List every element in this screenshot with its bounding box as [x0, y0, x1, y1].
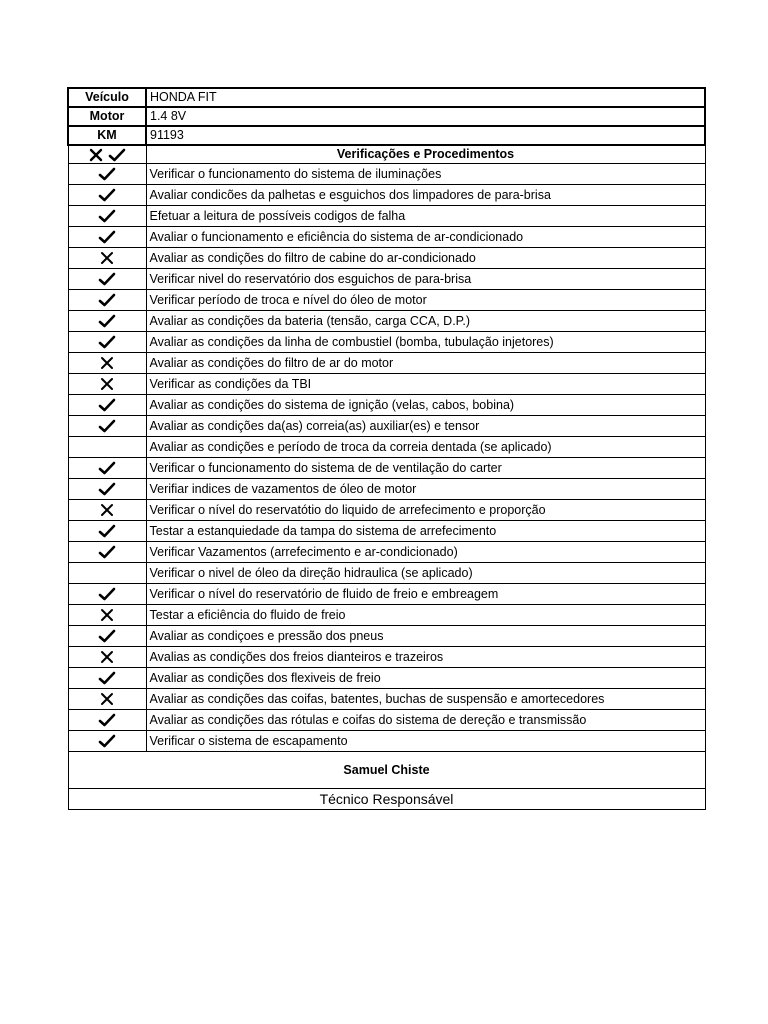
status-cell [68, 500, 146, 521]
check-icon [98, 524, 116, 538]
km-value: 91193 [146, 126, 705, 145]
procedure-text: Testar a estanquiedade da tampa do sistema de arrefecimento [146, 521, 705, 542]
check-icon [98, 230, 116, 244]
check-icon [98, 629, 116, 643]
checklist-row [68, 353, 705, 374]
check-icon [98, 188, 116, 202]
cross-icon [99, 356, 115, 370]
check-icon [98, 461, 116, 475]
check-icon [108, 148, 126, 162]
checklist-row [68, 647, 705, 668]
procedure-text: Avaliar as condições do sistema de ignição (velas, cabos, bobina) [146, 395, 705, 416]
checklist-row [68, 311, 705, 332]
status-cell [68, 185, 146, 206]
checklist-row [68, 500, 705, 521]
status-cell [68, 395, 146, 416]
status-cell [68, 164, 146, 185]
status-cell [68, 605, 146, 626]
procedure-text: Verificar as condições da TBI [146, 374, 705, 395]
checklist-row [68, 668, 705, 689]
check-icon [98, 671, 116, 685]
status-cell [68, 584, 146, 605]
checklist-table [67, 87, 706, 810]
procedure-text: Verificar o nivel de óleo da direção hidraulica (se aplicado) [146, 563, 705, 584]
engine-label: Motor [68, 107, 146, 126]
km-row [68, 126, 705, 145]
checklist-row [68, 626, 705, 647]
status-cell [68, 353, 146, 374]
procedure-text: Avaliar o funcionamento e eficiência do sistema de ar-condicionado [146, 227, 705, 248]
check-icon [98, 167, 116, 181]
checklist-row [68, 269, 705, 290]
cross-icon [99, 377, 115, 391]
status-cell [68, 626, 146, 647]
check-icon [98, 713, 116, 727]
status-cell [68, 731, 146, 752]
procedure-text: Efetuar a leitura de possíveis codigos de falha [146, 206, 705, 227]
status-cell [68, 416, 146, 437]
check-icon [98, 335, 116, 349]
cross-icon [88, 148, 104, 162]
check-icon [98, 419, 116, 433]
procedure-text: Verificar o nível do reservatótio do liquido de arrefecimento e proporção [146, 500, 705, 521]
checklist-row [68, 521, 705, 542]
check-icon [98, 314, 116, 328]
procedure-text: Verificar o nível do reservatório de fluido de freio e embreagem [146, 584, 705, 605]
checklist-row [68, 710, 705, 731]
checklist-row [68, 479, 705, 500]
procedure-text: Verificar período de troca e nível do óleo de motor [146, 290, 705, 311]
procedure-text: Testar a eficiência do fluido de freio [146, 605, 705, 626]
procedure-text: Avaliar as condições das coifas, batentes, buchas de suspensão e amortecedores [146, 689, 705, 710]
check-icon [98, 545, 116, 559]
checklist-row [68, 437, 705, 458]
checklist-row [68, 416, 705, 437]
checklist-row [68, 164, 705, 185]
status-cell [68, 563, 146, 584]
check-icon [98, 293, 116, 307]
procedure-text: Verificar Vazamentos (arrefecimento e ar-condicionado) [146, 542, 705, 563]
procedure-text: Avaliar as condições da bateria (tensão, carga CCA, D.P.) [146, 311, 705, 332]
checklist-row [68, 332, 705, 353]
status-cell [68, 374, 146, 395]
vehicle-row [68, 88, 705, 107]
checklist-row [68, 458, 705, 479]
status-cell [68, 521, 146, 542]
engine-row [68, 107, 705, 126]
checklist-row [68, 227, 705, 248]
status-cell [68, 647, 146, 668]
engine-value: 1.4 8V [146, 107, 705, 126]
status-cell [68, 290, 146, 311]
vehicle-label: Veículo [68, 88, 146, 107]
signature-row [68, 752, 705, 789]
status-cell [68, 668, 146, 689]
checklist-row [68, 248, 705, 269]
checklist-row [68, 290, 705, 311]
cross-icon [99, 692, 115, 706]
cross-icon [99, 650, 115, 664]
vehicle-value: HONDA FIT [146, 88, 705, 107]
status-cell [68, 227, 146, 248]
procedure-text: Verificar o funcionamento do sistema de iluminações [146, 164, 705, 185]
status-cell [68, 248, 146, 269]
status-cell [68, 710, 146, 731]
checklist-row [68, 395, 705, 416]
checklist-row [68, 185, 705, 206]
checklist-row [68, 584, 705, 605]
cross-icon [99, 503, 115, 517]
status-cell [68, 206, 146, 227]
column-header-row [68, 145, 705, 164]
check-icon [98, 398, 116, 412]
status-cell [68, 458, 146, 479]
checklist-row [68, 689, 705, 710]
procedure-text: Avaliar as condições da linha de combustiel (bomba, tubulação injetores) [146, 332, 705, 353]
status-cell [68, 311, 146, 332]
procedure-text: Verificar o funcionamento do sistema de de ventilação do carter [146, 458, 705, 479]
cross-icon [99, 251, 115, 265]
procedure-text: Avaliar as condições e período de troca da correia dentada (se aplicado) [146, 437, 705, 458]
status-cell [68, 437, 146, 458]
procedure-text: Avaliar as condições dos flexiveis de freio [146, 668, 705, 689]
checklist-row [68, 605, 705, 626]
procedure-text: Avaliar as condições do filtro de ar do motor [146, 353, 705, 374]
checklist-row [68, 206, 705, 227]
check-icon [98, 587, 116, 601]
checklist-row [68, 374, 705, 395]
procedure-text: Verificar nivel do reservatório dos esguichos de para-brisa [146, 269, 705, 290]
check-icon [98, 734, 116, 748]
check-icon [98, 209, 116, 223]
technician-name: Samuel Chiste [68, 752, 705, 789]
checklist-row [68, 731, 705, 752]
check-icon [98, 482, 116, 496]
status-cell [68, 479, 146, 500]
procedure-text: Avaliar as condições do filtro de cabine do ar-condicionado [146, 248, 705, 269]
role-row [68, 789, 705, 810]
status-cell [68, 542, 146, 563]
procedure-text: Avaliar as condições das rótulas e coifas do sistema de dereção e transmissão [146, 710, 705, 731]
cross-icon [99, 608, 115, 622]
check-icon [98, 272, 116, 286]
status-cell [68, 269, 146, 290]
checklist-row [68, 542, 705, 563]
status-cell [68, 689, 146, 710]
procedure-text: Avaliar as condições da(as) correia(as) auxiliar(es) e tensor [146, 416, 705, 437]
checklist-sheet [67, 87, 704, 810]
checklist-row [68, 563, 705, 584]
procedure-text: Avaliar as condiçoes e pressão dos pneus [146, 626, 705, 647]
procedure-text: Avalias as condições dos freios dianteiros e trazeiros [146, 647, 705, 668]
km-label: KM [68, 126, 146, 145]
procedure-text: Avaliar condicões da palhetas e esguichos dos limpadores de para-brisa [146, 185, 705, 206]
procedure-text: Verifiar indices de vazamentos de óleo de motor [146, 479, 705, 500]
status-cell [68, 332, 146, 353]
column-title: Verificações e Procedimentos [146, 145, 705, 164]
technician-role: Técnico Responsável [68, 789, 705, 810]
procedure-text: Verificar o sistema de escapamento [146, 731, 705, 752]
status-legend [68, 145, 146, 164]
